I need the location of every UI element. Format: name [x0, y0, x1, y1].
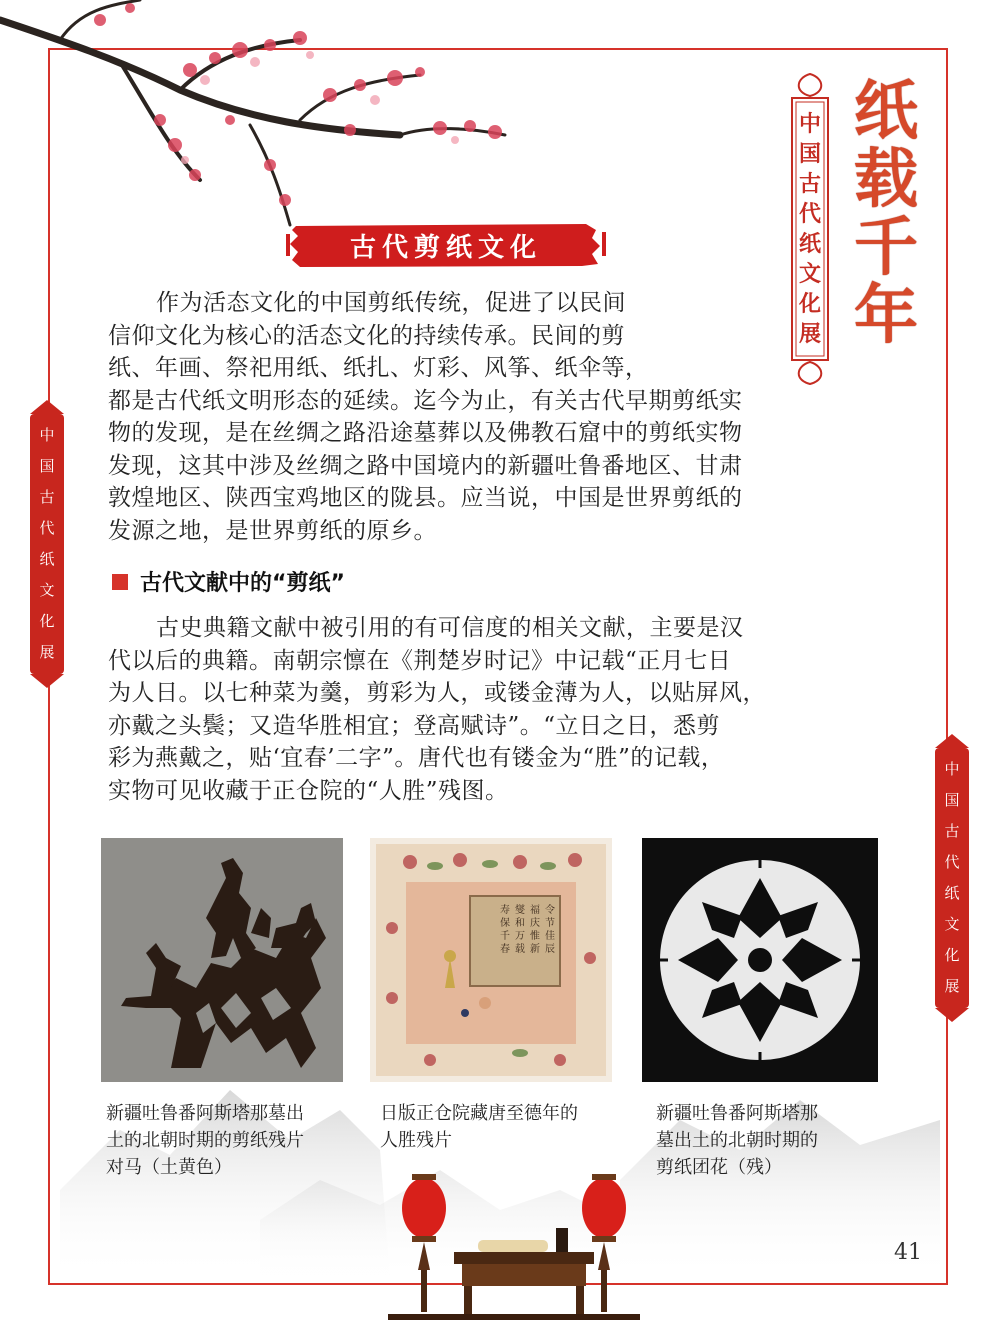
- caption-line: 剪纸团花（残）: [656, 1157, 782, 1178]
- section-banner: [286, 220, 606, 270]
- tag-char: 文: [798, 262, 821, 287]
- tab-char: 化: [39, 612, 55, 630]
- svg-text:惟: 惟: [530, 931, 540, 942]
- paragraph-line: 作为活态文化的中国剪纸传统，促进了以民间: [156, 290, 626, 316]
- paragraph-line: 代以后的典籍。南朝宗懔在《荆楚岁时记》中记载“正月七日: [108, 647, 732, 674]
- paragraph-line: 彩为燕戴之，贴‘宜春’二字”。唐代也有镂金为“胜”的记载，: [108, 745, 725, 771]
- paragraph-line: 敦煌地区、陕西宝鸡地区的陇县。应当说，中国是世界剪纸的: [108, 485, 743, 511]
- caption-line: 对马（土黄色）: [106, 1157, 232, 1178]
- literature-paragraph: [108, 612, 898, 807]
- tag-char: 纸: [798, 232, 821, 257]
- plum-blossom-decoration: [0, 0, 520, 250]
- section-heading: 古代剪纸文化: [349, 232, 542, 263]
- bullet-square-icon: [112, 574, 128, 590]
- paragraph-line: 发现，这其中涉及丝绸之路中国境内的新疆吐鲁番地区、甘肃: [108, 452, 743, 479]
- photo-caption: [656, 1100, 818, 1181]
- side-tab-right: [935, 734, 969, 1022]
- tab-tip: [935, 1008, 969, 1022]
- tab-char: 纸: [39, 550, 55, 568]
- svg-text:载: 载: [515, 944, 525, 955]
- tag-char: 中: [798, 112, 821, 137]
- tab-char: 古: [944, 822, 960, 840]
- paragraph-line: 亦戴之头鬓；又造华胜相宜；登高赋诗”。“立日之日，悉剪: [108, 712, 721, 739]
- title-char: 载: [854, 142, 918, 217]
- paragraph-line: 实物可见收藏于正仓院的“人胜”残图。: [108, 777, 509, 804]
- tab-char: 中: [39, 426, 55, 444]
- tab-tip: [935, 734, 969, 748]
- photo-caption: [106, 1100, 304, 1181]
- side-tab-left: [30, 400, 64, 688]
- page-number: 41: [894, 1240, 922, 1265]
- paragraph-line: 物的发现，是在丝绸之路沿途墓葬以及佛教石窟中的剪纸实物: [108, 420, 743, 446]
- paragraph-line: 纸、年画、祭祀用纸、纸扎、灯彩、风筝、纸伞等，: [108, 355, 649, 381]
- svg-text:春: 春: [500, 944, 510, 955]
- paragraph-line: 为人日。以七种菜为羹，剪彩为人，或镂金薄为人，以贴屏风，: [108, 680, 766, 706]
- tab-char: 化: [944, 946, 960, 964]
- svg-text:和: 和: [515, 918, 525, 929]
- tab-tip: [30, 400, 64, 414]
- subheading: [112, 566, 345, 597]
- tag-char: 古: [798, 172, 821, 197]
- paragraph-line: 古史典籍文献中被引用的有可信度的相关文献，主要是汉: [156, 615, 744, 641]
- tab-char: 纸: [944, 884, 960, 902]
- svg-text:燮: 燮: [515, 905, 525, 916]
- title-char: 年: [854, 278, 918, 353]
- photo-paper-cut-horses: [101, 838, 343, 1082]
- svg-text:辰: 辰: [545, 944, 555, 955]
- caption-line: 墓出土的北朝时期的: [656, 1130, 818, 1151]
- paragraph-line: 发源之地，是世界剪纸的原乡。: [108, 517, 437, 544]
- tab-char: 国: [944, 791, 960, 809]
- tab-char: 展: [39, 643, 55, 661]
- svg-text:万: 万: [515, 931, 525, 942]
- paragraph-line: 都是古代纸文明形态的延续。迄今为止，有关古代早期剪纸实: [108, 387, 743, 414]
- tab-char: 国: [39, 457, 55, 475]
- caption-line: 新疆吐鲁番阿斯塔那墓出: [106, 1103, 304, 1124]
- tab-char: 文: [39, 581, 55, 599]
- svg-text:保: 保: [500, 918, 510, 929]
- tab-char: 代: [39, 519, 55, 537]
- svg-text:千: 千: [500, 931, 510, 942]
- svg-text:新: 新: [530, 944, 540, 955]
- tag-char: 代: [798, 202, 821, 227]
- photo-caption: [380, 1100, 578, 1154]
- title-char: 纸: [854, 74, 918, 149]
- subheading-text: 古代文献中的“剪纸”: [140, 571, 345, 596]
- caption-line: 日版正仓院藏唐至德年的: [380, 1103, 578, 1124]
- caption-line: 人胜残片: [380, 1130, 452, 1151]
- tag-char: 化: [798, 292, 821, 317]
- svg-text:令: 令: [545, 905, 555, 916]
- svg-text:福: 福: [530, 905, 540, 916]
- desk-lanterns-decoration: [388, 1170, 640, 1320]
- tag-char: 展: [798, 322, 821, 347]
- title-char: 千: [854, 210, 918, 285]
- svg-text:佳: 佳: [545, 931, 555, 942]
- tab-char: 中: [944, 760, 960, 778]
- svg-text:庆: 庆: [530, 918, 540, 929]
- tab-char: 古: [39, 488, 55, 506]
- tab-char: 代: [944, 853, 960, 871]
- svg-text:节: 节: [545, 918, 555, 929]
- tab-char: 展: [944, 977, 960, 995]
- caption-line: 土的北朝时期的剪纸残片: [106, 1130, 304, 1151]
- photo-paper-cut-rosette: [642, 838, 878, 1082]
- tab-char: 文: [944, 915, 960, 933]
- tab-tip: [30, 674, 64, 688]
- photo-renshen-fragment: [370, 838, 612, 1082]
- caption-line: 新疆吐鲁番阿斯塔那: [656, 1103, 818, 1124]
- tag-char: 国: [798, 142, 821, 167]
- intro-paragraph: [108, 287, 888, 547]
- paragraph-line: 信仰文化为核心的活态文化的持续传承。民间的剪: [108, 322, 625, 349]
- svg-text:寿: 寿: [500, 905, 510, 916]
